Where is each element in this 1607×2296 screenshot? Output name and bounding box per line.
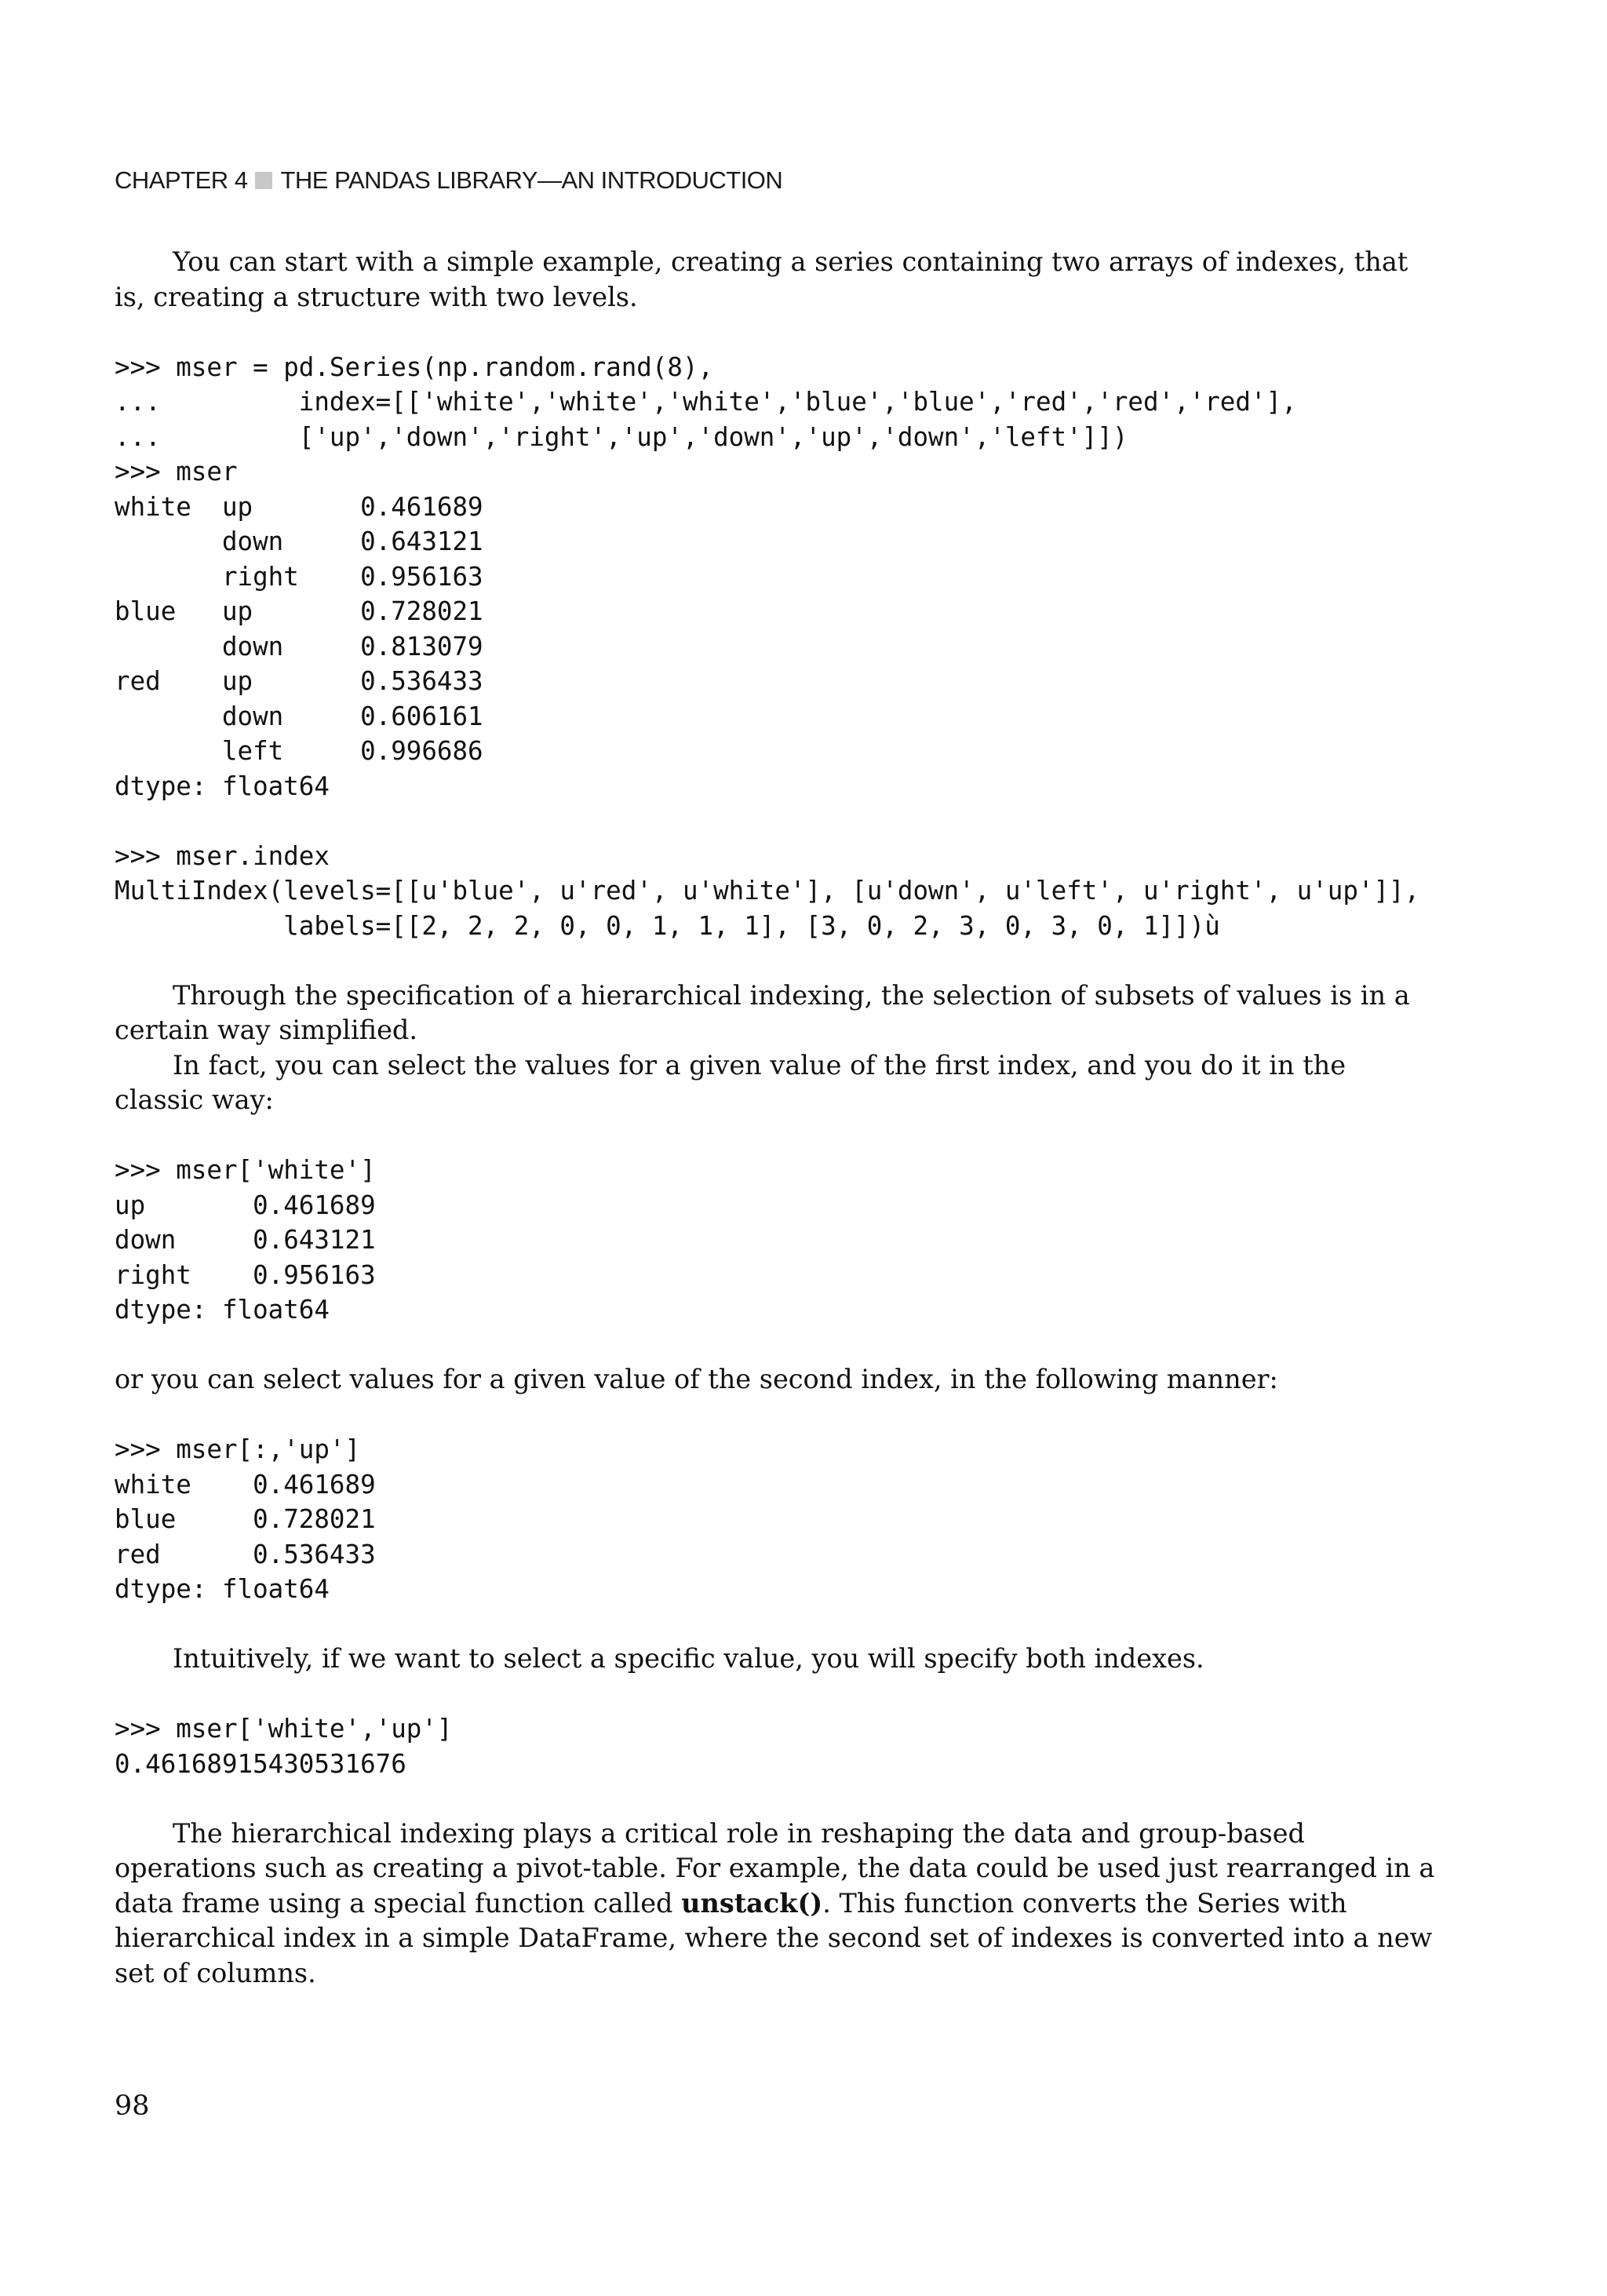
- spacer: [115, 804, 1441, 839]
- paragraph-unstack-text-after: . This function converts the Series with hierarchical index in a simple DataFrame, where the second set of indexes is converted into a new set of columns.: [115, 1887, 1433, 1988]
- spacer: [115, 1677, 1441, 1712]
- paragraph-intro: You can start with a simple example, creating a series containing two arrays of indexes, that is, creating a structure with two levels.: [115, 246, 1408, 312]
- paragraph-specific-value: Intuitively, if we want to select a specific value, you will specify both indexes.: [173, 1643, 1204, 1674]
- code-block-select-white: >>> mser['white'] up 0.461689 down 0.643121 right 0.956163 dtype: float64: [115, 1155, 376, 1325]
- paragraph-specification: Through the specification of a hierarchical indexing, the selection of subsets of values is in a certain way simplified.: [115, 979, 1410, 1045]
- paragraph-second-index: or you can select values for a given value of the second index, in the following manner:: [115, 1364, 1278, 1394]
- paragraph-unstack-text-before: The hierarchical indexing plays a critical role in reshaping the data and group-based operations such as creating a pivot-table. For example, the data could be used just rearranged in a data frame using a special function called: [115, 1817, 1435, 1919]
- chapter-label: CHAPTER 4: [115, 166, 248, 194]
- spacer: [115, 1607, 1441, 1642]
- code-block-select-both: >>> mser['white','up'] 0.46168915430531676: [115, 1714, 453, 1779]
- paragraph-first-index: In fact, you can select the values for a given value of the first index, and you do it in the classic way:: [115, 1049, 1346, 1115]
- code-block-select-up: >>> mser[:,'up'] white 0.461689 blue 0.728021 red 0.536433 dtype: float64: [115, 1434, 376, 1604]
- spacer: [115, 1328, 1441, 1363]
- chapter-title: THE PANDAS LIBRARY—AN INTRODUCTION: [280, 166, 783, 194]
- paragraph-unstack: [115, 1817, 1441, 1992]
- spacer: [115, 315, 1441, 350]
- header-separator-square: [255, 172, 272, 189]
- code-block-index: >>> mser.index MultiIndex(levels=[[u'blue', u'red', u'white'], [u'down', u'left', u'right', u'up']], labels=[[2, 2, 2, 0, 0, 1, 1, 1], [3, 0, 2, 3, 0, 3, 0, 1]])ù: [115, 840, 1420, 941]
- spacer: [115, 1118, 1441, 1153]
- running-header: [115, 166, 782, 195]
- function-name-unstack: unstack(): [681, 1887, 823, 1919]
- code-block-create-series: >>> mser = pd.Series(np.random.rand(8), ... index=[['white','white','white','blue','blue','red','red','red'], ... ['up','down','right','up','down','up','down','left']]) >>> mser white up 0.461689 down 0.643121 right 0.956163 blue up 0.728021 down 0.813079 red up 0.536433 down 0.606161 left 0.996686 dtype: float64: [115, 352, 1297, 801]
- spacer: [115, 1781, 1441, 1817]
- page-number: 98: [115, 2090, 150, 2122]
- spacer: [115, 943, 1441, 979]
- spacer: [115, 1398, 1441, 1433]
- page-content: [115, 245, 1441, 1991]
